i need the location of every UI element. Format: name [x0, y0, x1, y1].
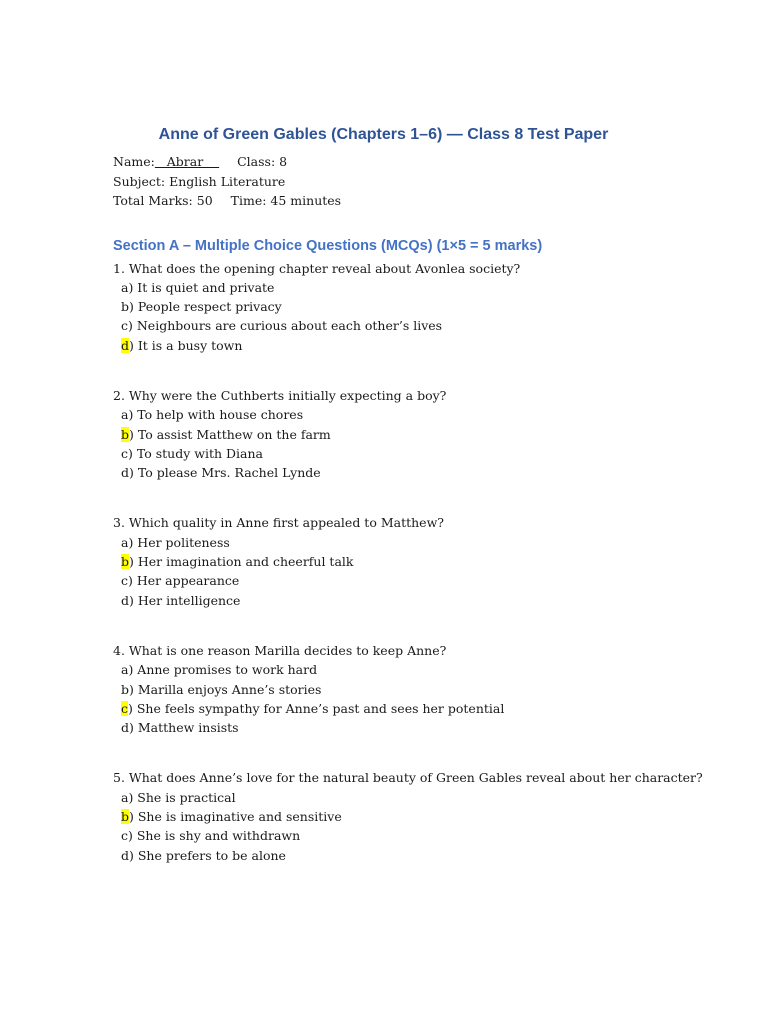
option-a: [121, 788, 713, 807]
option-d: [121, 718, 713, 737]
question-stem: 2. Why were the Cuthberts initially expecting a boy?: [113, 387, 447, 403]
total-marks: Total Marks: 50: [113, 193, 213, 208]
option-letter: b: [121, 681, 130, 697]
page-title: Anne of Green Gables (Chapters 1–6) — Class 8 Test Paper: [158, 126, 609, 143]
option-letter: a: [121, 279, 129, 295]
option-text: ) To study with Diana: [128, 445, 263, 461]
option-text: ) To please Mrs. Rachel Lynde: [129, 465, 321, 481]
option-letter: d: [121, 592, 130, 608]
name-label: Name:: [113, 154, 155, 169]
time-allowed: Time: 45 minutes: [230, 193, 342, 208]
option-b: [121, 297, 713, 316]
question-stem: 5. What does Anne’s love for the natural beauty of Green Gables reveal about her character?: [113, 770, 703, 786]
option-text: ) Her appearance: [128, 573, 240, 589]
option-text: ) She is imaginative and sensitive: [129, 809, 342, 825]
name-class-line: [113, 152, 713, 172]
marks-time-line: [113, 191, 713, 211]
student-info: [113, 152, 713, 211]
question-1: [113, 259, 713, 355]
option-b: [121, 425, 713, 444]
option-c: [121, 699, 713, 718]
option-b: [121, 552, 713, 571]
option-letter: d: [121, 847, 130, 863]
option-text: ) Marilla enjoys Anne’s stories: [129, 681, 322, 697]
question-3: [113, 513, 713, 609]
option-text: ) To assist Matthew on the farm: [129, 426, 331, 442]
option-letter: a: [121, 534, 129, 550]
option-letter: c: [121, 318, 129, 334]
question-stem: 1. What does the opening chapter reveal about Avonlea society?: [113, 260, 521, 276]
option-a: [121, 533, 713, 552]
option-c: [121, 571, 713, 590]
class-label: Class: 8: [237, 154, 288, 169]
option-letter: a: [121, 407, 129, 423]
question-stem: 4. What is one reason Marilla decides to keep Anne?: [113, 642, 447, 658]
option-letter: c: [121, 445, 129, 461]
answer-highlight: d: [121, 337, 130, 353]
option-text: ) People respect privacy: [129, 299, 282, 315]
subject-line: Subject: English Literature: [113, 173, 286, 189]
option-text: ) It is quiet and private: [128, 279, 275, 295]
option-d: [121, 336, 713, 355]
answer-highlight: b: [121, 554, 130, 570]
option-c: [121, 444, 713, 463]
option-text: ) She prefers to be alone: [129, 847, 286, 863]
option-letter: b: [121, 299, 130, 315]
option-letter: d: [121, 720, 130, 736]
option-text: ) Her intelligence: [129, 592, 241, 608]
option-a: [121, 405, 713, 424]
answer-highlight: b: [121, 426, 130, 442]
option-letter: d: [121, 465, 130, 481]
option-text: ) She feels sympathy for Anne’s past and sees her potential: [128, 700, 505, 716]
option-a: [121, 660, 713, 679]
option-text: ) To help with house chores: [128, 407, 304, 423]
option-text: ) Her politeness: [128, 534, 230, 550]
option-c: [121, 316, 713, 335]
question-4: [113, 641, 713, 737]
option-letter: a: [121, 789, 129, 805]
section-a-heading: Section A – Multiple Choice Questions (MCQs) (1×5 = 5 marks): [113, 237, 543, 254]
option-text: ) It is a busy town: [129, 337, 243, 353]
answer-highlight: c: [121, 700, 129, 716]
question-2: [113, 386, 713, 482]
option-b: [121, 680, 713, 699]
option-letter: a: [121, 662, 129, 678]
option-c: [121, 826, 713, 845]
question-5: [113, 768, 713, 864]
option-d: [121, 463, 713, 482]
option-letter: c: [121, 573, 129, 589]
test-paper: [113, 124, 713, 896]
option-text: ) Neighbours are curious about each other’s lives: [128, 318, 443, 334]
question-list: [113, 259, 713, 865]
name-value: Abrar: [154, 154, 220, 169]
option-text: ) Matthew insists: [129, 720, 239, 736]
option-a: [121, 278, 713, 297]
option-d: [121, 591, 713, 610]
option-text: ) Anne promises to work hard: [128, 662, 318, 678]
option-text: ) Her imagination and cheerful talk: [129, 554, 354, 570]
question-stem: 3. Which quality in Anne first appealed to Matthew?: [113, 515, 444, 531]
option-text: ) She is shy and withdrawn: [128, 828, 301, 844]
option-d: [121, 846, 713, 865]
option-letter: c: [121, 828, 129, 844]
option-b: [121, 807, 713, 826]
option-text: ) She is practical: [128, 789, 236, 805]
answer-highlight: b: [121, 809, 130, 825]
